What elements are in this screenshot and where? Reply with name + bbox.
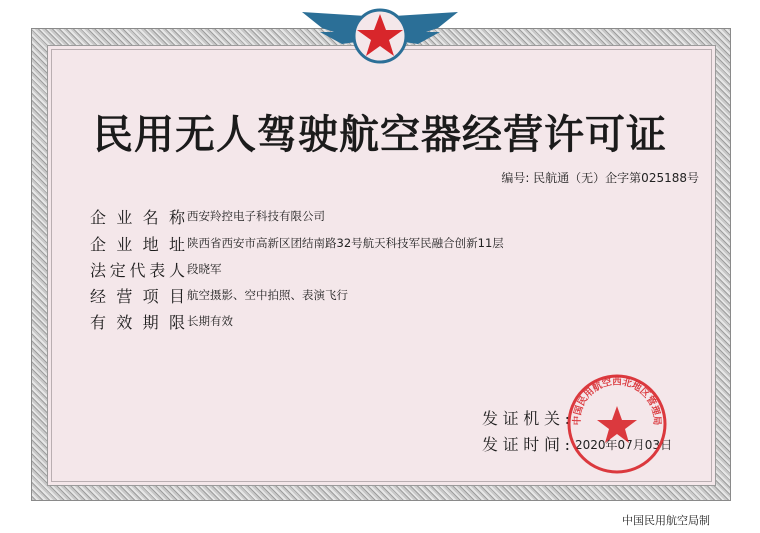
field-company-name (90, 205, 325, 227)
certificate-title: 民用无人驾驶航空器经营许可证 (93, 111, 667, 158)
field-legal-representative (90, 258, 222, 280)
issue-date: 2020年07月03日 (575, 438, 673, 452)
issue-date-label: 发证时间: (482, 435, 570, 454)
field-business-scope (90, 284, 348, 306)
field-label: 法定代表人 (90, 260, 185, 280)
field-label: 企业名称 (90, 207, 185, 227)
caac-wings-emblem-icon (300, 6, 460, 68)
field-value: 西安羚控电子科技有限公司 (187, 209, 325, 223)
field-label: 有效期限 (90, 312, 185, 332)
field-label: 经营项目 (90, 286, 185, 306)
field-value: 段晓军 (187, 262, 222, 276)
issuer-label: 发证机关: (482, 409, 570, 428)
field-company-address (90, 232, 504, 254)
field-value: 航空摄影、空中拍照、表演飞行 (187, 288, 348, 302)
field-validity (90, 310, 233, 332)
field-value: 长期有效 (187, 314, 233, 328)
field-label: 企业地址 (90, 234, 185, 254)
field-value: 陕西省西安市高新区团结南路32号航天科技军民融合创新11层 (187, 236, 504, 250)
issuing-authority-footer: 中国民用航空局制 (622, 514, 710, 527)
certificate-number: 编号: 民航通（无）企字第025188号 (501, 171, 699, 185)
official-seal-icon (565, 372, 669, 476)
seal-text: 中国民用航空西北地区管理局 (571, 376, 663, 426)
